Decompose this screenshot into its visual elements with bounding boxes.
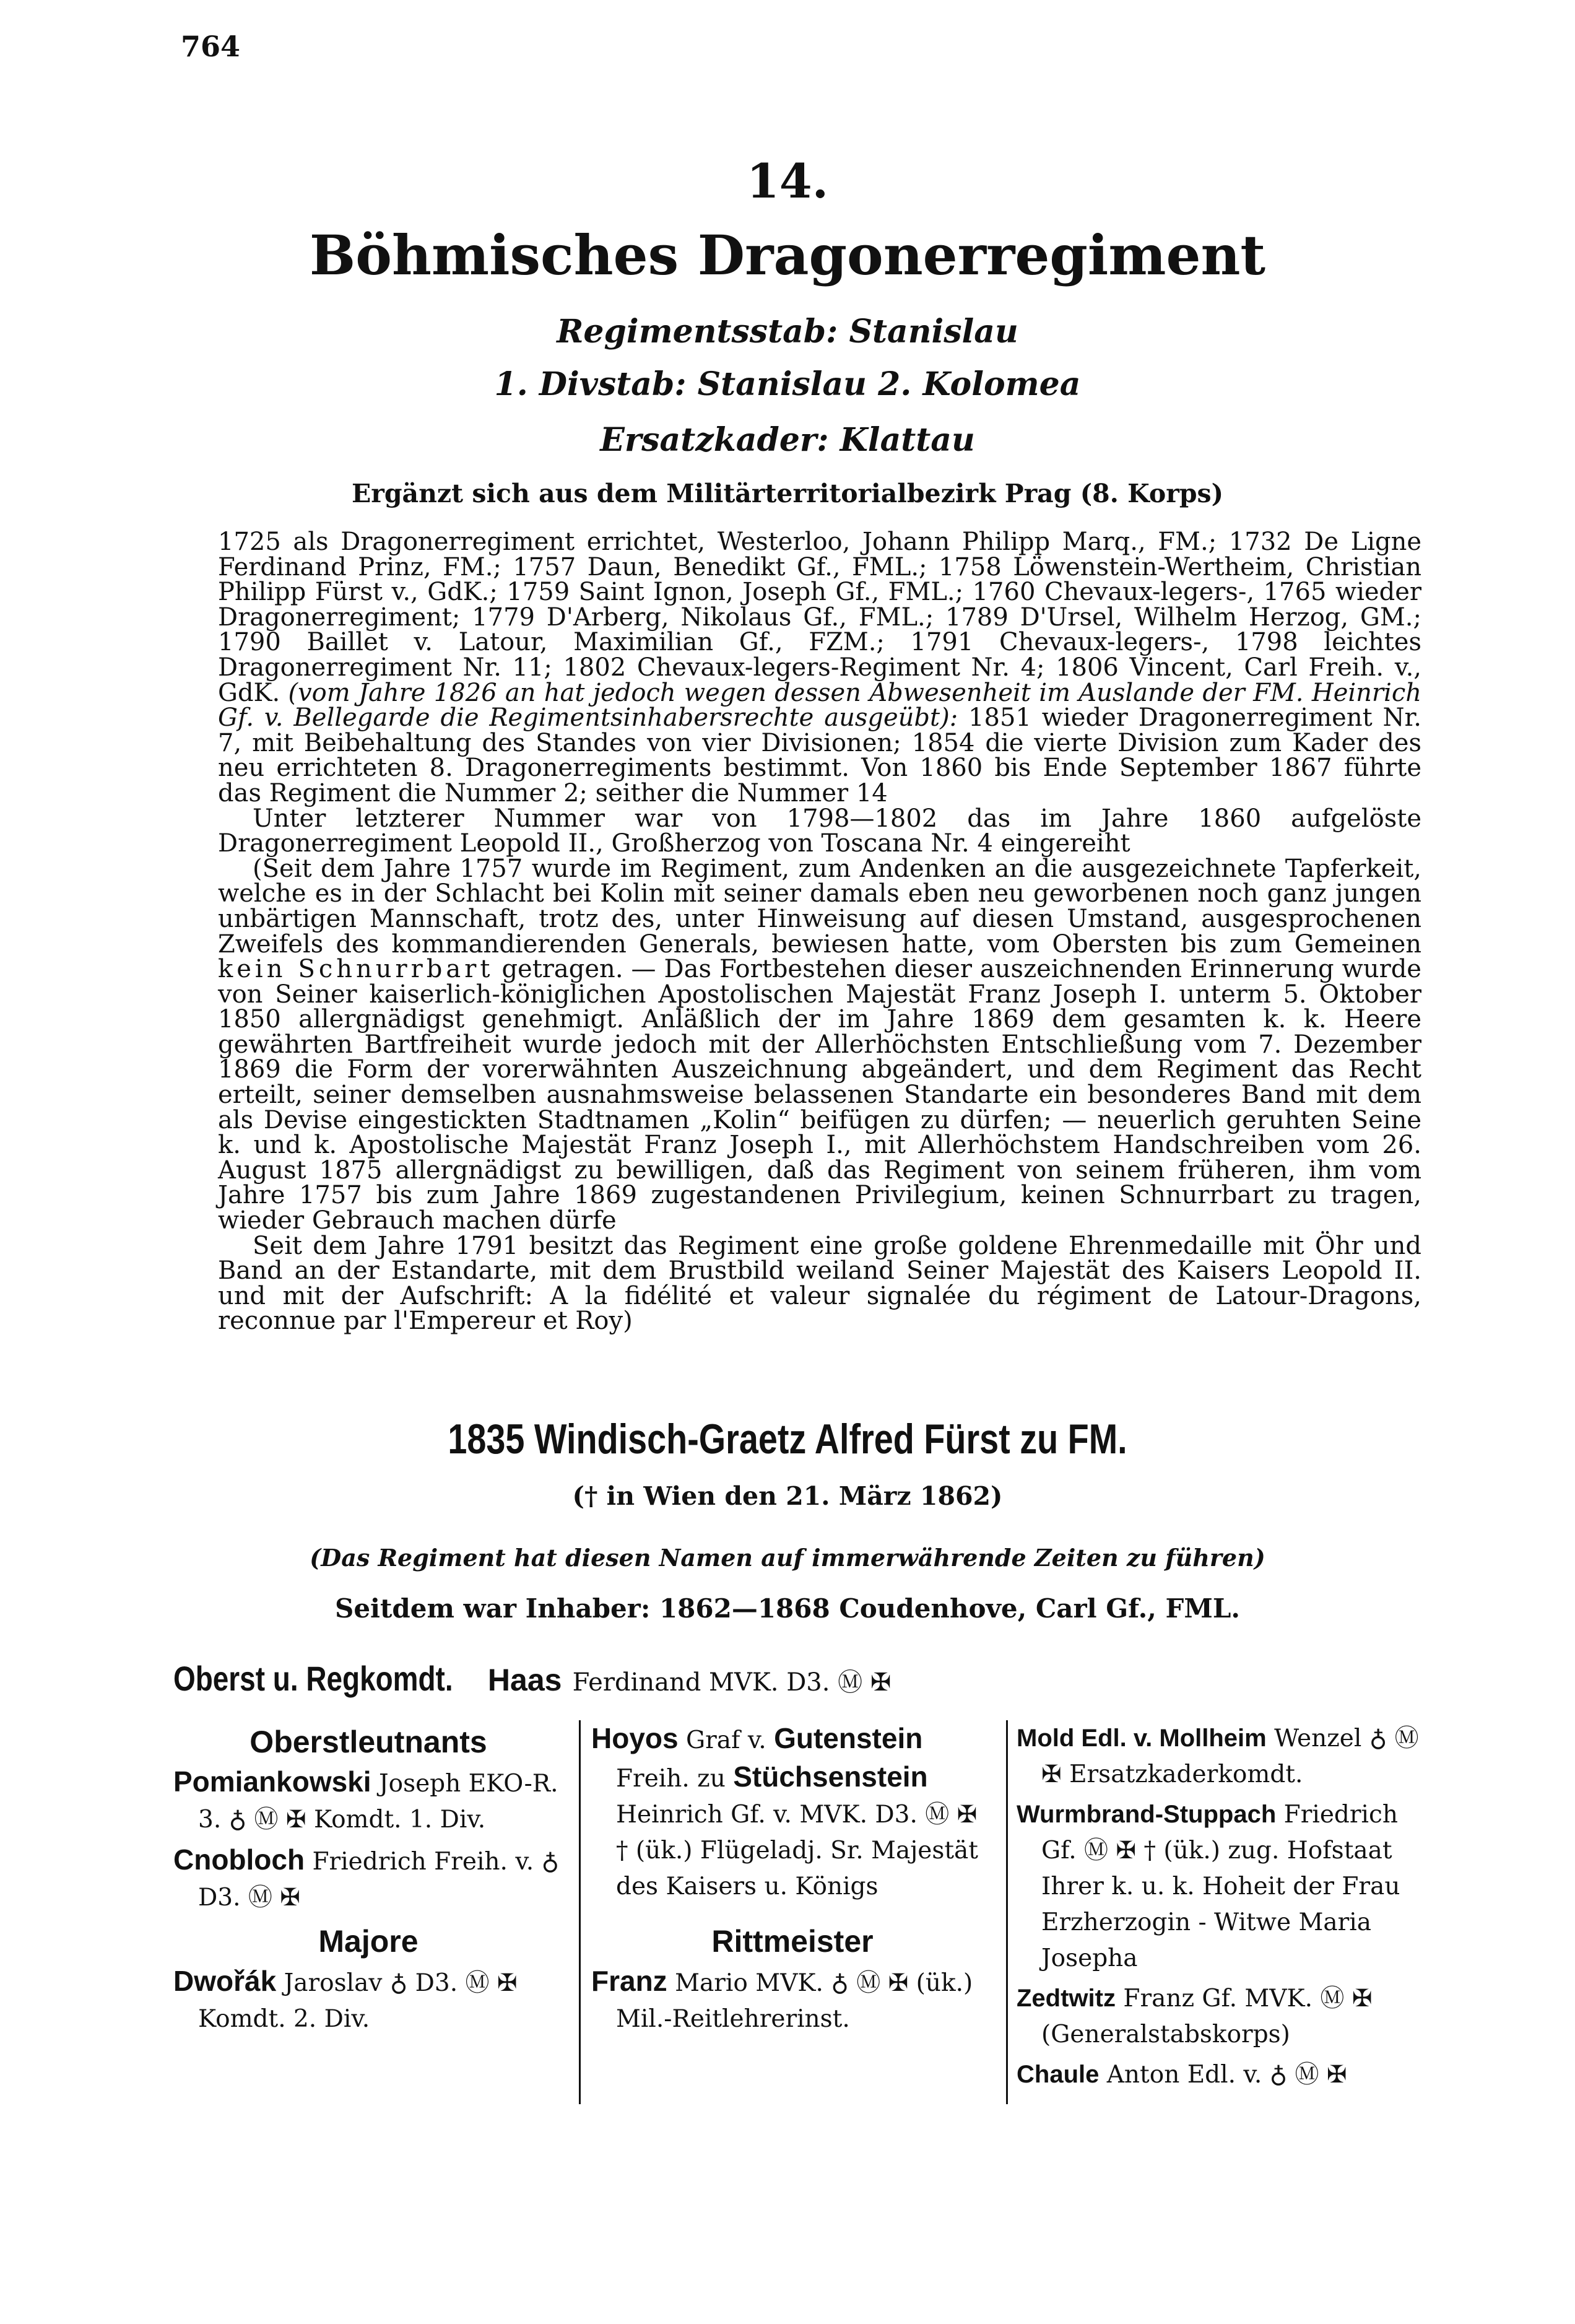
history-paragraph-1: 1725 als Dragonerregiment errichtet, Westerloo, Johann Philipp Marq., FM.; 1732 De Ligne Ferdinand Prinz, FM.; 1757 Daun, Benedikt Gf., FML.; 1758 Löwenstein-Wertheim, Christian Philipp Fürst v., GdK.; 1759 Saint Ignon, Joseph Gf., FML.; 1760 Chevaux-legers-, 1765 wieder Dragonerregiment; 1779 D'Arberg, Nikolaus Gf., FML.; 1789 D'Ursel, Wilhelm Herzog, GM.; 1790 Baillet v. Latour, Maximilian Gf., FZM.; 1791 Chevaux-legers-, 1798 leichtes Dragonerregiment Nr. 11; 1802 Chevaux-legers-Regiment Nr. 4; 1806 Vincent, Carl Freih. v., GdK. (vom Jahre 1826 an hat jedoch wegen dessen Abwesenheit im Auslande der FM. Heinrich Gf. v. Bellegarde die Regimentsinhabersrechte ausgeübt): 1851 wieder Dragonerregiment Nr. 7, mit Beibehaltung des Standes von vier Divisionen; 1854 die vierte Division zum Kader des neu errichteten 8. Dragonerregiments bestimmt. Von 1860 bis Ende September 1867 führte das Regiment die Nummer 2; seither die Nummer 14 [218,528,1422,807]
officer-name: Cnobloch [173,1843,305,1876]
heading-rittmeister: Rittmeister [711,1924,874,1959]
seitdem-inhaber: Seitdem war Inhaber: 1862—1868 Coudenhove, Carl Gf., FML. [334,1593,1240,1624]
officer-entry: Mold Edl. v. Mollheim Wenzel ♁ Ⓜ ✠ Ersatzkaderkomdt. [1017,1725,1419,1788]
commander-name: Haas [487,1663,562,1697]
column-1 [173,1720,563,2041]
officer-name: Zedtwitz [1017,1985,1116,2012]
column-2 [591,1720,994,2041]
officer-entry: Pomiankowski Joseph EKO-R. 3. ♁ Ⓜ ✠ Komdt. 1. Div. [173,1765,558,1834]
divisionsstab: 1. Divstab: Stanislau 2. Kolomea [494,365,1081,403]
officer-name: Hoyos [591,1722,679,1754]
regiment-number: 14. [746,154,829,209]
officer-entry: Zedtwitz Franz Gf. MVK. Ⓜ ✠ (Generalstabskorps) [1017,1985,1373,2048]
column-divider-1 [579,1720,581,2104]
spaced-emphasis: kein Schnurrbart [218,955,494,984]
ersatzkader: Ersatzkader: Klattau [600,421,975,459]
inhaber-note: (Das Regiment hat diesen Namen auf immerwährende Zeiten zu führen) [310,1544,1265,1572]
officer-entry: Chaule Anton Edl. v. ♁ Ⓜ ✠ [1017,2061,1347,2089]
officer-name: Wurmbrand-Stuppach [1017,1801,1277,1828]
officer-entry: Dwořák Jaroslav ♁ D3. Ⓜ ✠ Komdt. 2. Div. [173,1965,518,2033]
regimentsstab: Regimentsstab: Stanislau [557,313,1018,350]
page-number: 764 [181,30,241,63]
history-italic-note: (vom Jahre 1826 an hat jedoch wegen dessen Abwesenheit im Auslande der FM. Heinrich Gf. v. Bellegarde die Regimentsinhabersrechte ausgeübt): [218,678,1422,733]
officer-name: Pomiankowski [173,1765,371,1798]
commander-title: Oberst u. Regkomdt. [173,1659,453,1698]
officer-entry: Wurmbrand-Stuppach Friedrich Gf. Ⓜ ✠ † (ük.) zug. Hofstaat Ihrer k. u. k. Hoheit der Frau Erzherzogin - Witwe Maria Josepha [1017,1801,1400,1972]
officer-name: Dwořák [173,1965,277,1997]
officer-entry: Hoyos Graf v. Gutenstein Freih. zu Stüchsenstein Heinrich Gf. v. MVK. D3. Ⓜ ✠ † (ük.) Flügeladj. Sr. Majestät des Kaisers u. Königs [591,1722,978,1900]
history-paragraph-4: Seit dem Jahre 1791 besitzt das Regiment eine große goldene Ehrenmedaille mit Öhr und Band an der Estandarte, mit dem Brustbild weiland Seiner Majestät des Kaisers Leopold II. und mit der Aufschrift: A la fidélité et valeur signalée du régiment de Latour-Dragons, reconnue par l'Empereur et Roy) [218,1231,1421,1336]
column-divider-2 [1006,1720,1008,2104]
history-paragraph-3: (Seit dem Jahre 1757 wurde im Regiment, zum Andenken an die ausgezeichnete Tapferkeit, welche es in der Schlacht bei Kolin mit seiner damals eben neu geworbenen noch ganz jungen unbärtigen Mannschaft, trotz des, unter Hinweisung auf diesen Umstand, ausgesprochenen Zweifels des kommandierenden Generals, bewiesen hatte, vom Obersten bis zum Gemeinen kein Schnurrbart getragen. — Das Fortbestehen dieser auszeichnenden Erinnerung wurde von Seiner kaiserlich-königlichen Apostolischen Majestät Franz Joseph I. unterm 5. Oktober 1850 allergnädigst genehmigt. Anläßlich der im Jahre 1869 dem gesamten k. k. Heere gewährten Bartfreiheit wurde jedoch mit der Allerhöchsten Entschließung vom 7. Dezember 1869 die Form der vorerwähnten Auszeichnung abgeändert, und dem Regiment das Recht erteilt, seiner demselben ausnahmsweise belassenen Standarte ein besonderes Band mit dem als Devise eingestickten Stadtnamen „Kolin“ beifügen zu dürfen; — neuerlich geruhten Seine k. und k. Apostolische Majestät Franz Joseph I., mit Allerhöchstem Handschreiben vom 26. August 1875 allergnädigst zu bewilligen, daß das Regiment von seinem früheren, ihm vom Jahre 1757 bis zum Jahre 1869 zugestandenen Privilegium, keinen Schnurrbart zu tragen, wieder Gebrauch machen dürfe [218,854,1421,1235]
inhaber-death-date: († in Wien den 21. März 1862) [572,1481,1003,1511]
regiment-title: Böhmisches Dragonerregiment [309,223,1266,287]
inhaber-name: 1835 Windisch-Graetz Alfred Fürst zu FM. [448,1416,1127,1463]
ergaenzung-line: Ergänzt sich aus dem Militärterritorialbezirk Prag (8. Korps) [352,479,1223,508]
officer-name: Franz [591,1965,667,1997]
officer-entry: Franz Mario MVK. ♁ Ⓜ ✠ (ük.) Mil.-Reitlehrerinst. [591,1965,973,2033]
commander-details: Ferdinand MVK. D3. Ⓜ ✠ [572,1668,892,1697]
officer-entry: Cnobloch Friedrich Freih. v. ♁ D3. Ⓜ ✠ [173,1843,560,1912]
heading-majore: Majore [318,1924,419,1959]
history-paragraph-2: Unter letzterer Nummer war von 1798—1802 das im Jahre 1860 aufgelöste Dragonerregiment Leopold II., Großherzog von Toscana Nr. 4 eingereiht [218,804,1421,858]
commander-line [173,1658,891,1699]
officer-name: Mold Edl. v. Mollheim [1017,1725,1267,1752]
regiment-history [218,529,1421,1334]
officer-name: Chaule [1017,2061,1100,2088]
column-3 [1017,1720,1419,2097]
heading-oberstleutnants: Oberstleutnants [249,1725,487,1759]
